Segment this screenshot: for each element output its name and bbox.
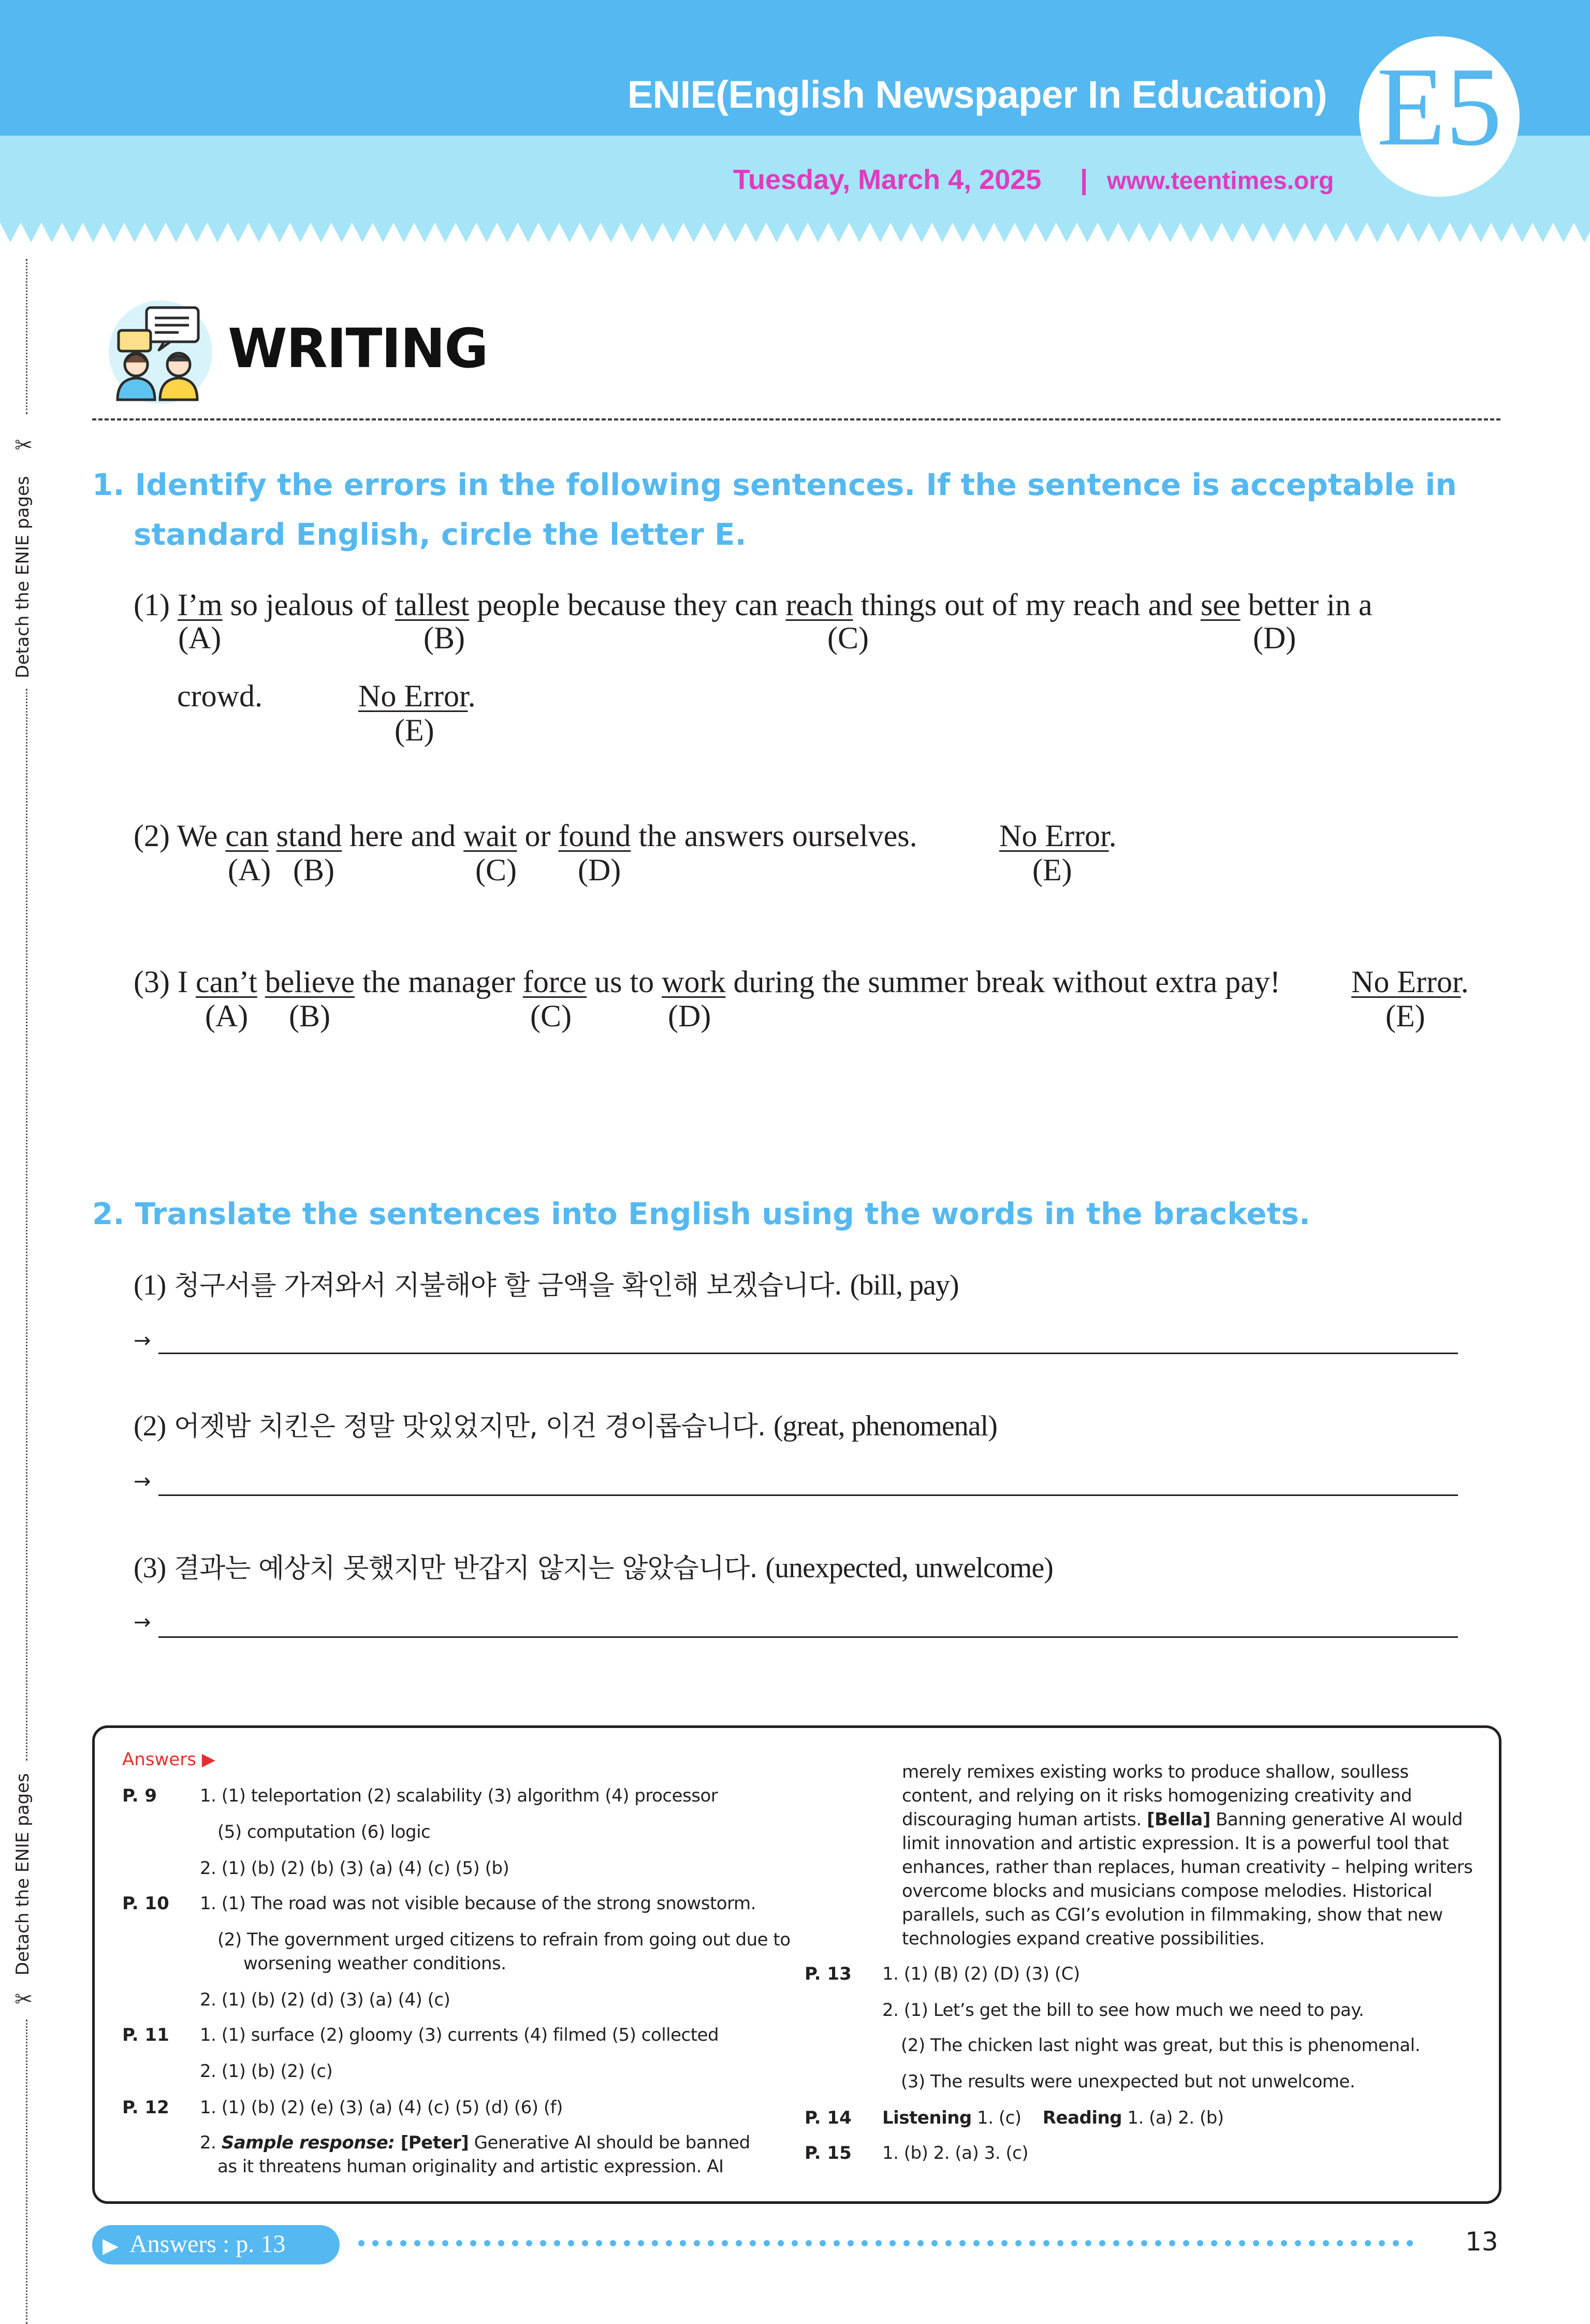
sentence-2: (2) We can stand here and wait or found the answers ourselves. [134, 819, 917, 853]
answers-label: Answers ▶ [122, 1749, 215, 1770]
label-c: (C) [530, 999, 572, 1033]
answer-page-label: P. 9 [122, 1785, 157, 1806]
label-c: (C) [827, 621, 869, 655]
answer-line: 2. Sample response: [Peter] Generative AI should be banned [200, 2132, 750, 2153]
label-b: (B) [289, 999, 330, 1033]
label-d: (D) [668, 999, 711, 1033]
option-a-word[interactable]: can [225, 819, 269, 853]
answer-line[interactable] [158, 1353, 1458, 1354]
answer-line: overcome blocks and musicians compose melodies. Historical [902, 1881, 1433, 1901]
sentence-number: (2) [134, 819, 170, 853]
option-d-word[interactable]: found [558, 819, 631, 853]
answer-line: merely remixes existing works to produce shallow, soulless [902, 1762, 1409, 1782]
label-a: (A) [228, 853, 271, 887]
answer-line: enhances, rather than replaces, human creativity – helping writers [902, 1857, 1473, 1878]
answer-line: 1. (1) (B) (2) (D) (3) (C) [882, 1964, 1080, 1984]
label-a: (A) [205, 999, 249, 1033]
translation-item-1: (1) 청구서를 가져와서 지불해야 할 금액을 확인해 보겠습니다. (bill, pay) [134, 1269, 959, 1301]
answer-line: Listening 1. (c) Reading 1. (a) 2. (b) [882, 2108, 1224, 2128]
question-2-heading: 2. Translate the sentences into English using the words in the brackets. [92, 1196, 1310, 1231]
sentence-1-line2: crowd. [177, 679, 262, 713]
arrow-icon: → [134, 1470, 151, 1493]
answer-line: 1. (1) (b) (2) (e) (3) (a) (4) (c) (5) (d) (6) (f) [200, 2097, 563, 2118]
no-error-option[interactable]: No Error. [358, 679, 476, 713]
section-title: WRITING [228, 317, 488, 380]
detach-label: Detach the ENIE pages [12, 476, 33, 678]
answer-page-label: P. 15 [805, 2143, 852, 2163]
scissors-icon: ✂ [14, 1986, 33, 2012]
question-1-heading-line1: 1. Identify the errors in the following sentences. If the sentence is acceptable in [92, 467, 1457, 502]
header-banner-background [0, 0, 1590, 243]
answer-line: worsening weather conditions. [243, 1953, 506, 1974]
page-number: 13 [1465, 2227, 1498, 2257]
answer-line: 1. (1) surface (2) gloomy (3) currents (4) filmed (5) collected [200, 2025, 719, 2045]
answer-line: discouraging human artists. [Bella] Banning generative AI would [902, 1809, 1463, 1830]
answer-page-label: P. 11 [122, 2025, 169, 2045]
option-b-word[interactable]: stand [276, 819, 342, 853]
no-error-option[interactable]: No Error. [999, 819, 1117, 853]
detach-dotted-line [26, 2020, 27, 2324]
question-1-heading-line2: standard English, circle the letter E. [134, 517, 747, 552]
answer-line: (3) The results were unexpected but not unwelcome. [901, 2071, 1355, 2092]
option-a-word[interactable]: can’t [195, 965, 257, 999]
answer-line: 2. (1) (b) (2) (c) [200, 2061, 333, 2082]
footer-dotted-rule [357, 2238, 1419, 2248]
translation-item-2: (2) 어젯밤 치킨은 정말 맛있었지만, 이건 경이롭습니다. (great, phenomenal) [134, 1410, 997, 1442]
sentence-1: (1) I’m so jealous of tallest people because they can reach things out of my reach and see better in a [134, 588, 1373, 622]
option-c-word[interactable]: wait [463, 819, 517, 853]
issue-date: Tuesday, March 4, 2025 [733, 164, 1042, 195]
answer-line: 2. (1) Let’s get the bill to see how much we need to pay. [882, 2000, 1364, 2021]
page-header [0, 0, 1590, 243]
label-e: (E) [1385, 999, 1425, 1033]
answer-line: content, and relying on it risks homogenizing creativity and [902, 1785, 1412, 1806]
sentence-3: (3) I can’t believe the manager force us to work during the summer break without extra pay! [134, 965, 1280, 999]
answers-page-link[interactable]: Answers : p. 13 [129, 2230, 286, 2258]
arrow-icon: → [134, 1610, 151, 1634]
answer-line: limit innovation and artistic expression. It is a powerful tool that [902, 1833, 1449, 1854]
answer-line: (2) The chicken last night was great, but this is phenomenal. [901, 2035, 1420, 2056]
answer-line: 1. (1) teleportation (2) scalability (3) algorithm (4) processor [200, 1785, 718, 1806]
detach-dotted-line [26, 259, 27, 414]
option-b-word[interactable]: tallest [395, 588, 470, 622]
label-e: (E) [1032, 853, 1072, 887]
date-url-separator: | [1080, 164, 1088, 195]
answer-page-label: P. 12 [122, 2097, 169, 2118]
question-1-heading [92, 460, 1457, 559]
website-url: www.teentimes.org [1107, 167, 1334, 195]
play-triangle-icon: ▶ [103, 2234, 119, 2258]
label-e: (E) [395, 713, 434, 747]
translation-item-3: (3) 결과는 예상치 못했지만 반갑지 않지는 않았습니다. (unexpected, unwelcome) [134, 1552, 1053, 1584]
writing-chat-icon [106, 296, 215, 405]
no-error-option[interactable]: No Error. [1351, 965, 1469, 999]
answer-line: 1. (b) 2. (a) 3. (c) [882, 2143, 1029, 2163]
option-d-word[interactable]: work [662, 965, 726, 999]
answer-line: 2. (1) (b) (2) (b) (3) (a) (4) (c) (5) (b) [200, 1858, 509, 1879]
answer-line: parallels, such as CGI’s evolution in filmmaking, show that new [902, 1905, 1443, 1925]
sentence-number: (1) [134, 588, 170, 622]
answer-line[interactable] [158, 1494, 1458, 1496]
detach-dotted-line [26, 689, 27, 1761]
answer-line: technologies expand creative possibilities. [902, 1928, 1265, 1949]
label-d: (D) [578, 853, 621, 887]
sentence-number: (3) [134, 965, 170, 999]
label-b: (B) [293, 853, 334, 887]
option-c-word[interactable]: force [522, 965, 587, 999]
label-b: (B) [424, 621, 465, 655]
answer-line: (5) computation (6) logic [217, 1822, 431, 1842]
answer-page-label: P. 10 [122, 1893, 169, 1914]
label-c: (C) [475, 853, 517, 887]
section-divider [92, 418, 1500, 420]
answer-page-label: P. 13 [805, 1964, 852, 1984]
answer-line: 1. (1) The road was not visible because of the strong snowstorm. [200, 1893, 756, 1914]
scissors-icon: ✂ [14, 432, 33, 458]
section-badge-label: E5 [1376, 45, 1503, 169]
label-d: (D) [1253, 621, 1296, 655]
option-d-word[interactable]: see [1200, 588, 1241, 622]
option-c-word[interactable]: reach [785, 588, 853, 622]
option-b-word[interactable]: believe [265, 965, 355, 999]
option-a-word[interactable]: I’m [177, 588, 223, 622]
detach-label: Detach the ENIE pages [12, 1773, 33, 1976]
label-a: (A) [178, 621, 222, 655]
answer-page-label: P. 14 [805, 2108, 852, 2128]
arrow-icon: → [134, 1329, 151, 1353]
answer-line: 2. (1) (b) (2) (d) (3) (a) (4) (c) [200, 1989, 450, 2010]
answer-line: as it threatens human originality and artistic expression. AI [217, 2156, 724, 2177]
answer-line: (2) The government urged citizens to refrain from going out due to [217, 1929, 791, 1950]
answer-line[interactable] [158, 1636, 1458, 1638]
newspaper-title: ENIE(English Newspaper In Education) [627, 73, 1327, 116]
